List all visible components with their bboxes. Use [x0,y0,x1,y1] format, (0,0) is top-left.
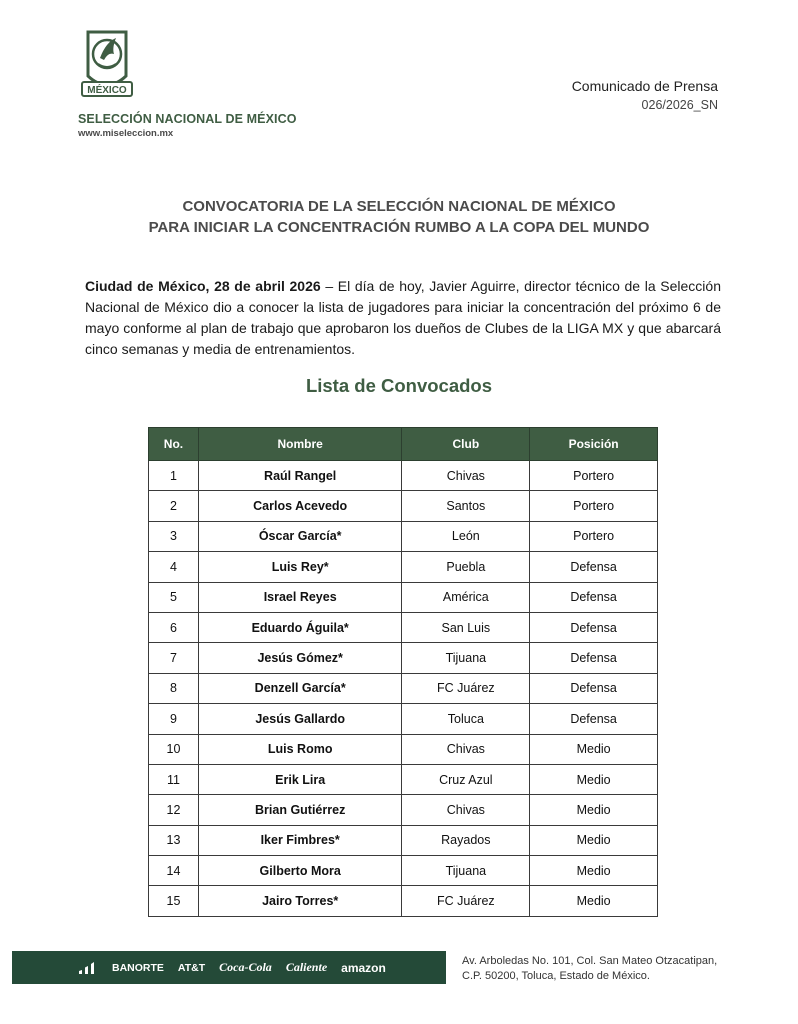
player-number: 4 [149,552,199,582]
player-club: Tijuana [402,643,530,673]
player-name: Jairo Torres* [198,886,402,916]
player-number: 2 [149,491,199,521]
sponsor-bar [12,951,446,984]
player-position: Defensa [530,552,658,582]
player-position: Medio [530,856,658,886]
player-number: 11 [149,764,199,794]
intro-paragraph [85,276,721,360]
header-number: No. [149,428,199,461]
crest-label: MÉXICO [87,85,127,96]
press-release-header [572,78,718,112]
player-name: Jesús Gallardo [198,704,402,734]
roster-header-row [149,428,658,461]
player-position: Defensa [530,643,658,673]
player-club: América [402,582,530,612]
roster-body [149,461,658,917]
player-name: Luis Romo [198,734,402,764]
header-position: Posición [530,428,658,461]
table-row [149,643,658,673]
player-name: Carlos Acevedo [198,491,402,521]
press-release-number: 026/2026_SN [641,98,718,112]
header-club: Club [402,428,530,461]
player-name: Iker Fimbres* [198,825,402,855]
sponsor-att: AT&T [177,961,206,974]
player-name: Óscar García* [198,521,402,551]
player-position: Defensa [530,582,658,612]
intro-lead: Ciudad de México, 28 de abril 2026 [85,278,321,294]
player-number: 1 [149,461,199,491]
table-row [149,582,658,612]
player-name: Denzell García* [198,673,402,703]
player-club: Rayados [402,825,530,855]
player-club: Chivas [402,795,530,825]
player-club: FC Juárez [402,673,530,703]
player-number: 6 [149,612,199,642]
player-club: Chivas [402,461,530,491]
player-club: León [402,521,530,551]
player-name: Israel Reyes [198,582,402,612]
table-row [149,856,658,886]
player-position: Portero [530,521,658,551]
table-row [149,552,658,582]
table-row [149,461,658,491]
header-name: Nombre [198,428,402,461]
table-row [149,491,658,521]
player-name: Eduardo Águila* [198,612,402,642]
table-row [149,612,658,642]
player-club: FC Juárez [402,886,530,916]
header-logo-block [78,24,298,139]
player-club: San Luis [402,612,530,642]
roster-title: Lista de Convocados [305,375,493,396]
player-position: Medio [530,734,658,764]
player-club: Tijuana [402,856,530,886]
player-club: Cruz Azul [402,764,530,794]
player-club: Chivas [402,734,530,764]
roster-table [148,427,658,917]
player-club: Santos [402,491,530,521]
table-row [149,704,658,734]
player-number: 9 [149,704,199,734]
intro-body: – El día de hoy, Javier Aguirre, director técnico de la Selección Nacional de México dio a conocer la lista de jugadores para iniciar la concentración del próximo 6 de mayo conforme al plan de trabajo que aprobaron los dueños de Clubes de la LIGA MX y que abarcará cinco semanas y media de entrenamientos. [85,278,721,357]
table-row [149,764,658,794]
player-position: Medio [530,764,658,794]
player-number: 7 [149,643,199,673]
sponsor-banorte: BANORTE [112,961,164,974]
player-number: 14 [149,856,199,886]
sponsor-coca-cola: Coca-Cola [219,960,272,974]
player-name: Brian Gutiérrez [198,795,402,825]
document-headline [0,196,798,238]
player-position: Medio [530,886,658,916]
player-position: Defensa [530,673,658,703]
player-number: 3 [149,521,199,551]
player-number: 12 [149,795,199,825]
player-name: Luis Rey* [198,552,402,582]
press-release-title: Comunicado de Prensa [571,78,718,94]
player-club: Toluca [402,704,530,734]
player-position: Portero [530,491,658,521]
table-row [149,521,658,551]
headline-line-1: CONVOCATORIA DE LA SELECCIÓN NACIONAL DE MÉXICO [182,198,616,215]
player-position: Portero [530,461,658,491]
table-row [149,673,658,703]
player-number: 15 [149,886,199,916]
footer-address [462,954,717,984]
player-number: 5 [149,582,199,612]
player-name: Erik Lira [198,764,402,794]
player-position: Defensa [530,704,658,734]
player-position: Medio [530,795,658,825]
table-row [149,825,658,855]
address-line-1: Av. Arboledas No. 101, Col. San Mateo Otzacatipan, [462,955,718,967]
player-name: Jesús Gómez* [198,643,402,673]
adidas-icon [78,961,98,975]
sponsor-caliente: Caliente [285,960,328,974]
address-line-2: C.P. 50200, Toluca, Estado de México. [462,970,650,982]
player-name: Raúl Rangel [198,461,402,491]
player-club: Puebla [402,552,530,582]
eagle-crest-icon [78,24,136,100]
organization-name: SELECCIÓN NACIONAL DE MÉXICO [78,112,297,126]
headline-line-2: PARA INICIAR LA CONCENTRACIÓN RUMBO A LA COPA DEL MUNDO [148,219,650,236]
table-row [149,886,658,916]
player-number: 13 [149,825,199,855]
organization-url: www.miseleccion.mx [78,128,174,139]
player-position: Defensa [530,612,658,642]
sponsor-amazon: amazon [341,960,386,975]
player-position: Medio [530,825,658,855]
table-row [149,734,658,764]
table-row [149,795,658,825]
player-name: Gilberto Mora [198,856,402,886]
player-number: 10 [149,734,199,764]
player-number: 8 [149,673,199,703]
